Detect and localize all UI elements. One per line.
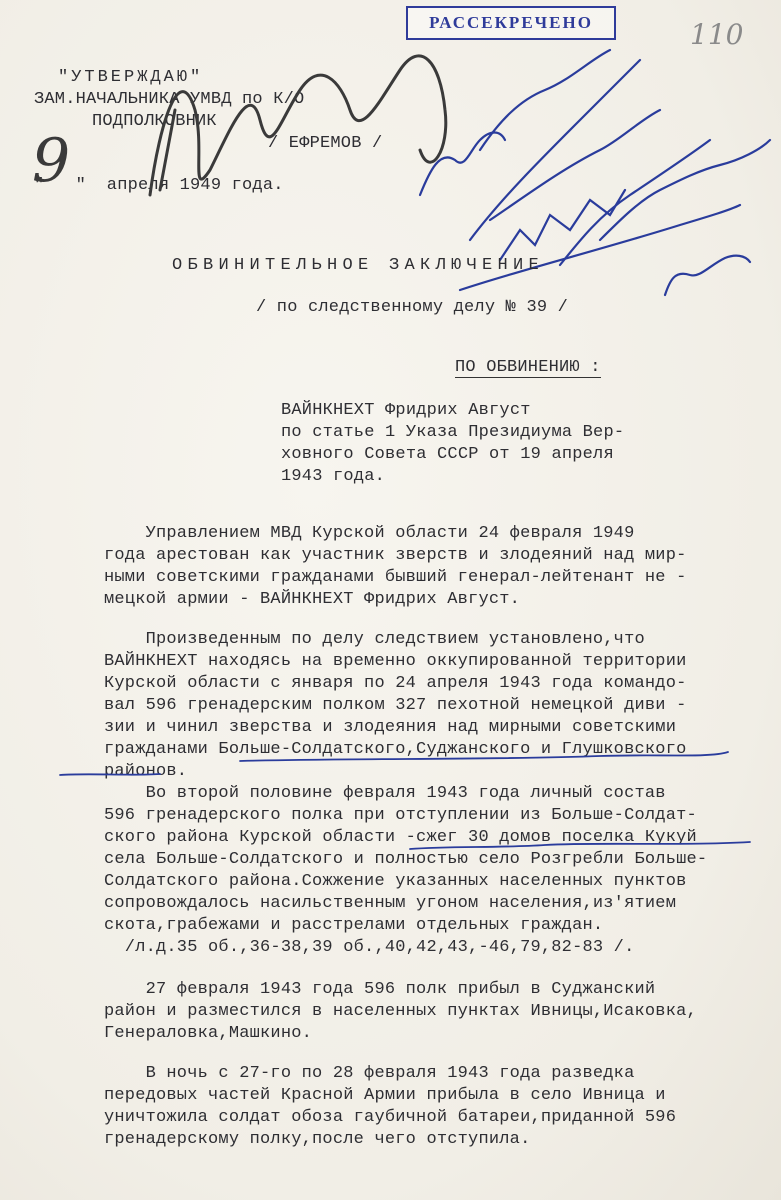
approval-rank: ПОДПОЛКОВНИК: [92, 112, 217, 131]
body-line: Солдатского района.Сожжение указанных населенных пунктов: [104, 872, 687, 891]
body-line: ского района Курской области -сжег 30 домов поселка Кукуй: [104, 828, 697, 847]
body-line: скота,грабежами и расстрелами отдельных граждан.: [104, 916, 604, 935]
accusation-line: ховного Совета СССР от 19 апреля: [281, 445, 614, 464]
body-line: передовых частей Красной Армии прибыла в село Ивница и: [104, 1086, 666, 1105]
body-line: вал 596 гренадерским полком 327 пехотной немецкой диви -: [104, 696, 687, 715]
body-line: гражданами Больше-Солдатского,Суджанского и Глушковского: [104, 740, 687, 759]
accusation-line: по статье 1 Указа Президиума Вер-: [281, 423, 625, 442]
body-line: Произведенным по делу следствием установлено,что: [104, 630, 645, 649]
body-line: уничтожила солдат обоза гаубичной батареи,приданной 596: [104, 1108, 677, 1127]
body-line: мецкой армии - ВАЙНКНЕХТ Фридрих Август.: [104, 590, 521, 609]
body-line: сопровождалось насильственным угоном населения,из'ятием: [104, 894, 677, 913]
approval-heading: "УТВЕРЖДАЮ": [58, 68, 204, 87]
body-line: Во второй половине февраля 1943 года личный состав: [104, 784, 666, 803]
approval-name: / ЕФРЕМОВ /: [268, 134, 383, 153]
body-line: ВАЙНКНЕХТ находясь на временно оккупированной территории: [104, 652, 687, 671]
document-title: ОБВИНИТЕЛЬНОЕ ЗАКЛЮЧЕНИЕ: [172, 256, 545, 275]
body-line: села Больше-Солдатского и полностью село Розгребли Больше-: [104, 850, 708, 869]
approval-position: ЗАМ.НАЧАЛЬНИКА УМВД по К/О: [34, 90, 305, 109]
body-line: Курской области с января по 24 апреля 1943 года командо-: [104, 674, 687, 693]
body-line: 596 гренадерского полка при отступлении из Больше-Солдат-: [104, 806, 697, 825]
body-line: Генераловка,Машкино.: [104, 1024, 313, 1043]
page-number: 110: [690, 18, 744, 51]
body-line: гренадерскому полку,после чего отступила.: [104, 1130, 531, 1149]
body-line: /л.д.35 об.,36-38,39 об.,40,42,43,-46,79,82-83 /.: [104, 938, 635, 957]
handwritten-day: 9: [32, 126, 71, 196]
declassified-stamp: РАССЕКРЕЧЕНО: [406, 6, 616, 40]
body-line: Управлением МВД Курской области 24 февраля 1949: [104, 524, 635, 543]
body-line: В ночь с 27-го по 28 февраля 1943 года разведка: [104, 1064, 635, 1083]
accusation-line: ВАЙНКНЕХТ Фридрих Август: [281, 401, 531, 420]
signature-and-resolution-icon: [0, 0, 781, 330]
body-line: район и разместился в населенных пунктах Ивницы,Исаковка,: [104, 1002, 697, 1021]
body-line: 27 февраля 1943 года 596 полк прибыл в Суджанский: [104, 980, 656, 999]
body-line: ными советскими гражданами бывший генерал-лейтенант не -: [104, 568, 687, 587]
approval-date: " " апреля 1949 года.: [34, 176, 284, 195]
body-line: года арестован как участник зверств и злодеяний над мир-: [104, 546, 687, 565]
accusation-line: 1943 года.: [281, 467, 386, 486]
document-subtitle: / по следственному делу № 39 /: [256, 298, 569, 317]
accusation-header: ПО ОБВИНЕНИЮ :: [455, 358, 601, 377]
body-line: районов.: [104, 762, 188, 781]
body-line: зии и чинил зверства и злодеяния над мирными советскими: [104, 718, 677, 737]
